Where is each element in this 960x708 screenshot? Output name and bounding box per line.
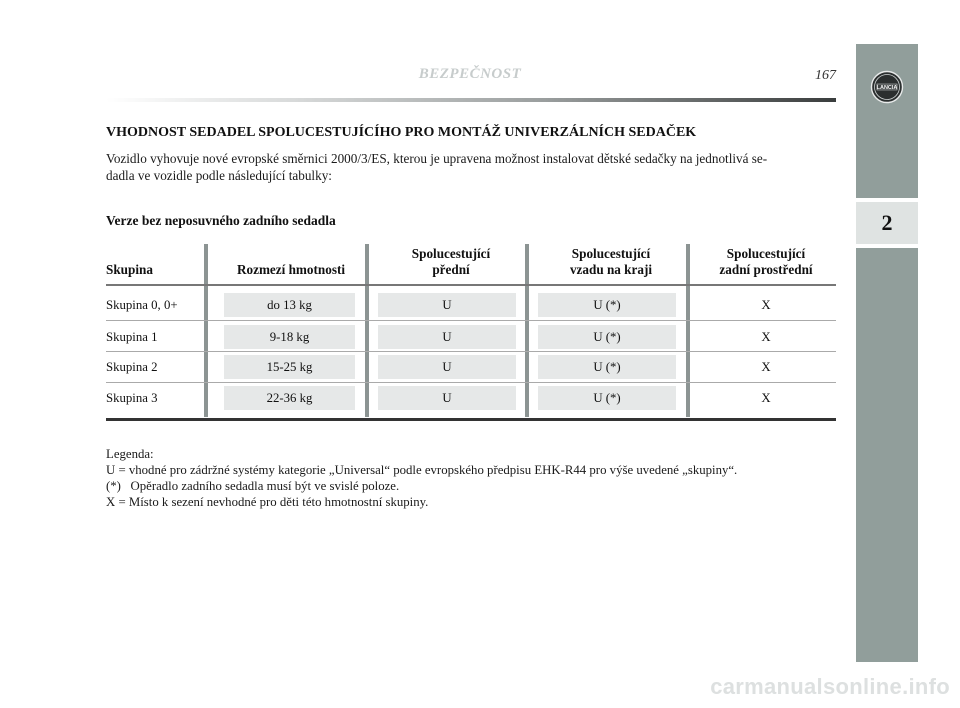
cell-front: U: [378, 386, 516, 410]
header-rule: [106, 98, 836, 102]
cell-rear-side: U (*): [538, 355, 676, 379]
header-rear-side: Spolucestující vzadu na kraji: [569, 246, 653, 277]
legend-item: (*) Opěradlo zadního sedadla musí být ve svislé poloze.: [106, 479, 400, 493]
side-logo-box: [856, 44, 918, 198]
header-rule: [106, 284, 836, 286]
cell-weight: do 13 kg: [224, 293, 355, 317]
header-front: Spolucestující přední: [411, 246, 491, 277]
cell-group: Skupina 2: [106, 360, 158, 374]
cell-weight: 9-18 kg: [224, 325, 355, 349]
cell-rear-side: U (*): [538, 386, 676, 410]
row-rule: [106, 351, 836, 352]
chapter-tab: 2: [856, 202, 918, 244]
cell-front: U: [378, 355, 516, 379]
cell-rear-middle: X: [761, 298, 771, 312]
legend: [106, 446, 836, 510]
cell-rear-middle: X: [761, 330, 771, 344]
cell-group: Skupina 0, 0+: [106, 298, 178, 312]
cell-rear-middle: X: [761, 360, 771, 374]
lancia-logo-icon: [870, 70, 904, 104]
legend-title: Legenda:: [106, 447, 154, 461]
cell-rear-side: U (*): [538, 293, 676, 317]
column-separator: [204, 244, 208, 417]
header-weight: Rozmezí hmotnosti: [236, 262, 346, 277]
cell-front: U: [378, 325, 516, 349]
intro-paragraph: [106, 150, 836, 184]
section-header: BEZPEČNOST: [418, 66, 522, 82]
intro-line: Vozidlo vyhovuje nové evropské směrnici 2000/3/ES, kterou je upravena možnost instalovat dětské sedačky na jednotlivá se-: [106, 151, 768, 166]
row-rule: [106, 320, 836, 321]
legend-item: U = vhodné pro zádržné systémy kategorie „Universal“ podle evropského předpisu EHK-R44 pro výše uvedené „skupiny“.: [106, 463, 738, 477]
row-rule: [106, 382, 836, 383]
side-divider: [856, 244, 918, 248]
cell-group: Skupina 1: [106, 330, 158, 344]
seat-suitability-table: [106, 244, 836, 424]
table-subtitle: Verze bez neposuvného zadního sedadla: [106, 213, 336, 228]
cell-weight: 22-36 kg: [224, 386, 355, 410]
watermark: carmanualsonline.info: [710, 674, 950, 699]
legend-item: X = Místo k sezení nevhodné pro děti této hmotnostní skupiny.: [106, 495, 429, 509]
header-rear-middle: Spolucestující zadní prostřední: [719, 246, 813, 277]
column-separator: [686, 244, 690, 417]
cell-rear-side: U (*): [538, 325, 676, 349]
cell-front: U: [378, 293, 516, 317]
page-number: 167: [815, 68, 836, 83]
cell-weight: 15-25 kg: [224, 355, 355, 379]
intro-line: dadla ve vozidle podle následující tabulky:: [106, 168, 332, 183]
table-bottom-rule: [106, 418, 836, 421]
header-group: Skupina: [106, 262, 153, 277]
svg-text:LANCIA: LANCIA: [876, 85, 898, 91]
cell-group: Skupina 3: [106, 391, 158, 405]
cell-rear-middle: X: [761, 391, 771, 405]
section-title: VHODNOST SEDADEL SPOLUCESTUJÍCÍHO PRO MONTÁŽ UNIVERZÁLNÍCH SEDAČEK: [106, 125, 697, 140]
